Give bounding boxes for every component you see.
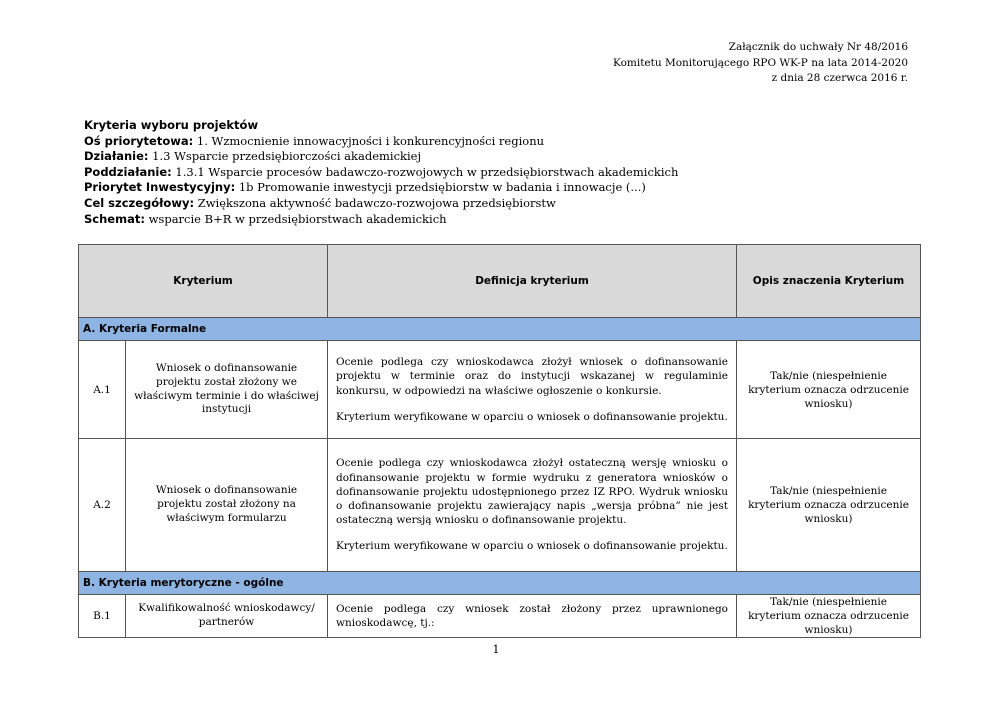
submeasure-line	[84, 165, 678, 181]
table-row	[79, 439, 921, 572]
definition-paragraph: Kryterium weryfikowane w oparciu o wniosek o dofinansowanie projektu.	[336, 540, 728, 553]
specific-goal-label: Cel szczegółowy:	[84, 195, 195, 210]
specific-goal-value: Zwiększona aktywność badawczo-rozwojowa przedsiębiorstw	[194, 195, 556, 210]
criterion-definition	[328, 439, 737, 572]
header-kryterium: Kryterium	[79, 245, 328, 318]
priority-axis-label: Oś priorytetowa:	[84, 133, 194, 148]
criterion-name: Wniosek o dofinansowanie projektu został złożony we właściwym terminie i do właściwej instytucji	[126, 341, 328, 439]
page-number: 1	[492, 643, 500, 656]
investment-priority-value: 1b Promowanie inwestycji przedsiębiorstw w badania i innowacje (...)	[235, 180, 646, 195]
section-row-b	[79, 572, 921, 595]
attachment-note	[613, 40, 908, 87]
criterion-name: Kwalifikowalność wnioskodawcy/ partnerów	[126, 595, 328, 638]
investment-priority-line	[84, 180, 678, 196]
section-row-a	[79, 318, 921, 341]
attachment-note-line2: Komitetu Monitorującego RPO WK-P na lata 2014-2020	[613, 56, 908, 69]
criterion-code: A.2	[79, 439, 126, 572]
attachment-note-line1: Załącznik do uchwały Nr 48/2016	[728, 41, 908, 53]
scheme-line	[84, 212, 678, 228]
criterion-name: Wniosek o dofinansowanie projektu został złożony na właściwym formularzu	[126, 439, 328, 572]
definition-paragraph: Ocenie podlega czy wniosek został złożony przez uprawnionego wnioskodawcę, tj.:	[336, 602, 728, 629]
criterion-code: B.1	[79, 595, 126, 638]
definition-paragraph: Kryterium weryfikowane w oparciu o wniosek o dofinansowanie projektu.	[336, 410, 728, 423]
submeasure-label: Poddziałanie:	[84, 164, 172, 179]
specific-goal-line	[84, 196, 678, 212]
scheme-label: Schemat:	[84, 211, 145, 226]
criterion-definition	[328, 595, 737, 638]
submeasure-value: 1.3.1 Wsparcie procesów badawczo-rozwojowych w przedsiębiorstwach akademickich	[171, 164, 679, 179]
document-title: Kryteria wyboru projektów	[84, 118, 259, 132]
measure-line	[84, 149, 678, 165]
table-row	[79, 595, 921, 638]
criterion-code: A.1	[79, 341, 126, 439]
table-row	[79, 341, 921, 439]
document-intro	[84, 118, 678, 227]
priority-axis-value: 1. Wzmocnienie innowacyjności i konkurencyjności regionu	[193, 133, 545, 148]
scheme-value: wsparcie B+R w przedsiębiorstwach akademickich	[144, 211, 447, 226]
header-definicja: Definicja kryterium	[328, 245, 737, 318]
criteria-table	[78, 244, 921, 638]
investment-priority-label: Priorytet Inwestycyjny:	[84, 180, 236, 195]
header-opis: Opis znaczenia Kryterium	[737, 245, 921, 318]
section-b-title: B. Kryteria merytoryczne - ogólne	[79, 572, 921, 595]
table-header-row	[79, 245, 921, 318]
definition-paragraph: Ocenie podlega czy wnioskodawca złożył wniosek o dofinansowanie projektu w terminie oraz do instytucji wskazanej w regulaminie konkursu, w odpowiedzi na właściwe ogłoszenie o konkursie.	[336, 356, 728, 397]
criterion-meaning: Tak/nie (niespełnienie kryterium oznacza odrzucenie wniosku)	[737, 439, 921, 572]
criterion-definition	[328, 341, 737, 439]
measure-label: Działanie:	[84, 149, 149, 164]
criterion-meaning: Tak/nie (niespełnienie kryterium oznacza odrzucenie wniosku)	[737, 595, 921, 638]
definition-paragraph: Ocenie podlega czy wnioskodawca złożył ostateczną wersję wniosku o dofinansowanie projektu w formie wydruku z generatora wniosków o dofinansowanie projektu udostępnionego przez IZ RPO. Wydruk wniosku o dofinansowanie projektu zawierający napis „wersja próbna” nie jest ostateczną wersją wniosku o dofinansowanie projektu.	[336, 457, 728, 527]
section-a-title: A. Kryteria Formalne	[79, 318, 921, 341]
measure-value: 1.3 Wsparcie przedsiębiorczości akademickiej	[148, 149, 422, 164]
attachment-note-line3: z dnia 28 czerwca 2016 r.	[771, 72, 908, 84]
criterion-meaning: Tak/nie (niespełnienie kryterium oznacza odrzucenie wniosku)	[737, 341, 921, 439]
priority-axis-line	[84, 134, 678, 150]
